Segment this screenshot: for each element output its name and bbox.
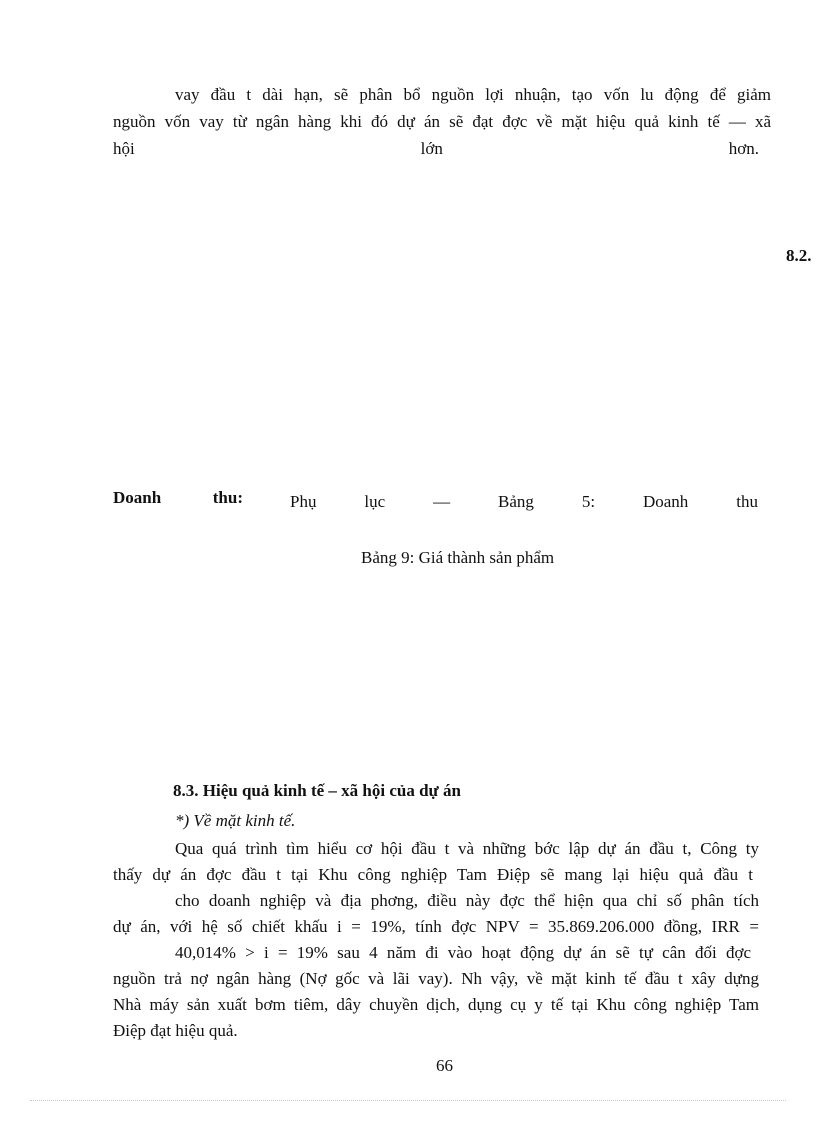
section-8-2-number: 8.2. [786, 246, 812, 265]
body-line-5: 40,014% > i = 19% sau 4 năm đi vào hoạt động dự án sẽ tự cân đối đợc [175, 943, 751, 962]
word: Phụ [290, 492, 317, 511]
word: — [433, 492, 451, 511]
body-line-7: Nhà máy sản xuất bơm tiêm, dây chuyền dịch, dụng cụ y tế tại Khu công nghiệp Tam [113, 995, 759, 1014]
section-8-3-subheading: *) Về mặt kinh tế. [175, 811, 296, 830]
para1-line3 [113, 138, 759, 160]
word: Bảng [498, 492, 534, 511]
body-line-2: thấy dự án đợc đầu t tại Khu công nghiệp Tam Điệp sẽ mang lại hiệu quả đầu t [113, 865, 753, 884]
page-number: 66 [436, 1056, 453, 1075]
word: thu: [212, 488, 243, 507]
body-line-1: Qua quá trình tìm hiểu cơ hội đầu t và những bớc lập dự án đầu t, Công ty [175, 839, 759, 858]
table-caption: Bảng 9: Giá thành sản phẩm [361, 548, 555, 567]
word: hội [113, 139, 135, 158]
body-line-8: Điệp đạt hiệu quả. [113, 1021, 238, 1040]
word: lục [364, 492, 386, 511]
word: 5: [581, 492, 596, 511]
doanh-thu-label [113, 487, 243, 509]
doanh-thu-reference [290, 491, 758, 513]
section-8-3-heading: 8.3. Hiệu quả kinh tế – xã hội của dự án [173, 781, 461, 800]
word: hơn. [728, 139, 759, 158]
body-line-3: cho doanh nghiệp và địa phơng, điều này đợc thể hiện qua chỉ số phân tích [175, 891, 759, 910]
word: Doanh [642, 492, 689, 511]
para1-line1: vay đầu t dài hạn, sẽ phân bổ nguồn lợi nhuận, tạo vốn lu động để giảm [175, 85, 771, 104]
word: lớn [420, 139, 443, 158]
word: thu [736, 492, 758, 511]
body-line-4: dự án, với hệ số chiết khấu i = 19%, tính đợc NPV = 35.869.206.000 đồng, IRR = [113, 917, 759, 936]
word: Doanh [113, 488, 162, 507]
page-bottom-divider [30, 1100, 786, 1101]
para1-line2: nguồn vốn vay từ ngân hàng khi đó dự án sẽ đạt đợc về mặt hiệu quả kinh tế — xã [113, 112, 771, 131]
body-line-6: nguồn trả nợ ngân hàng (Nợ gốc và lãi vay). Nh vậy, về mặt kinh tế đầu t xây dựng [113, 969, 759, 988]
